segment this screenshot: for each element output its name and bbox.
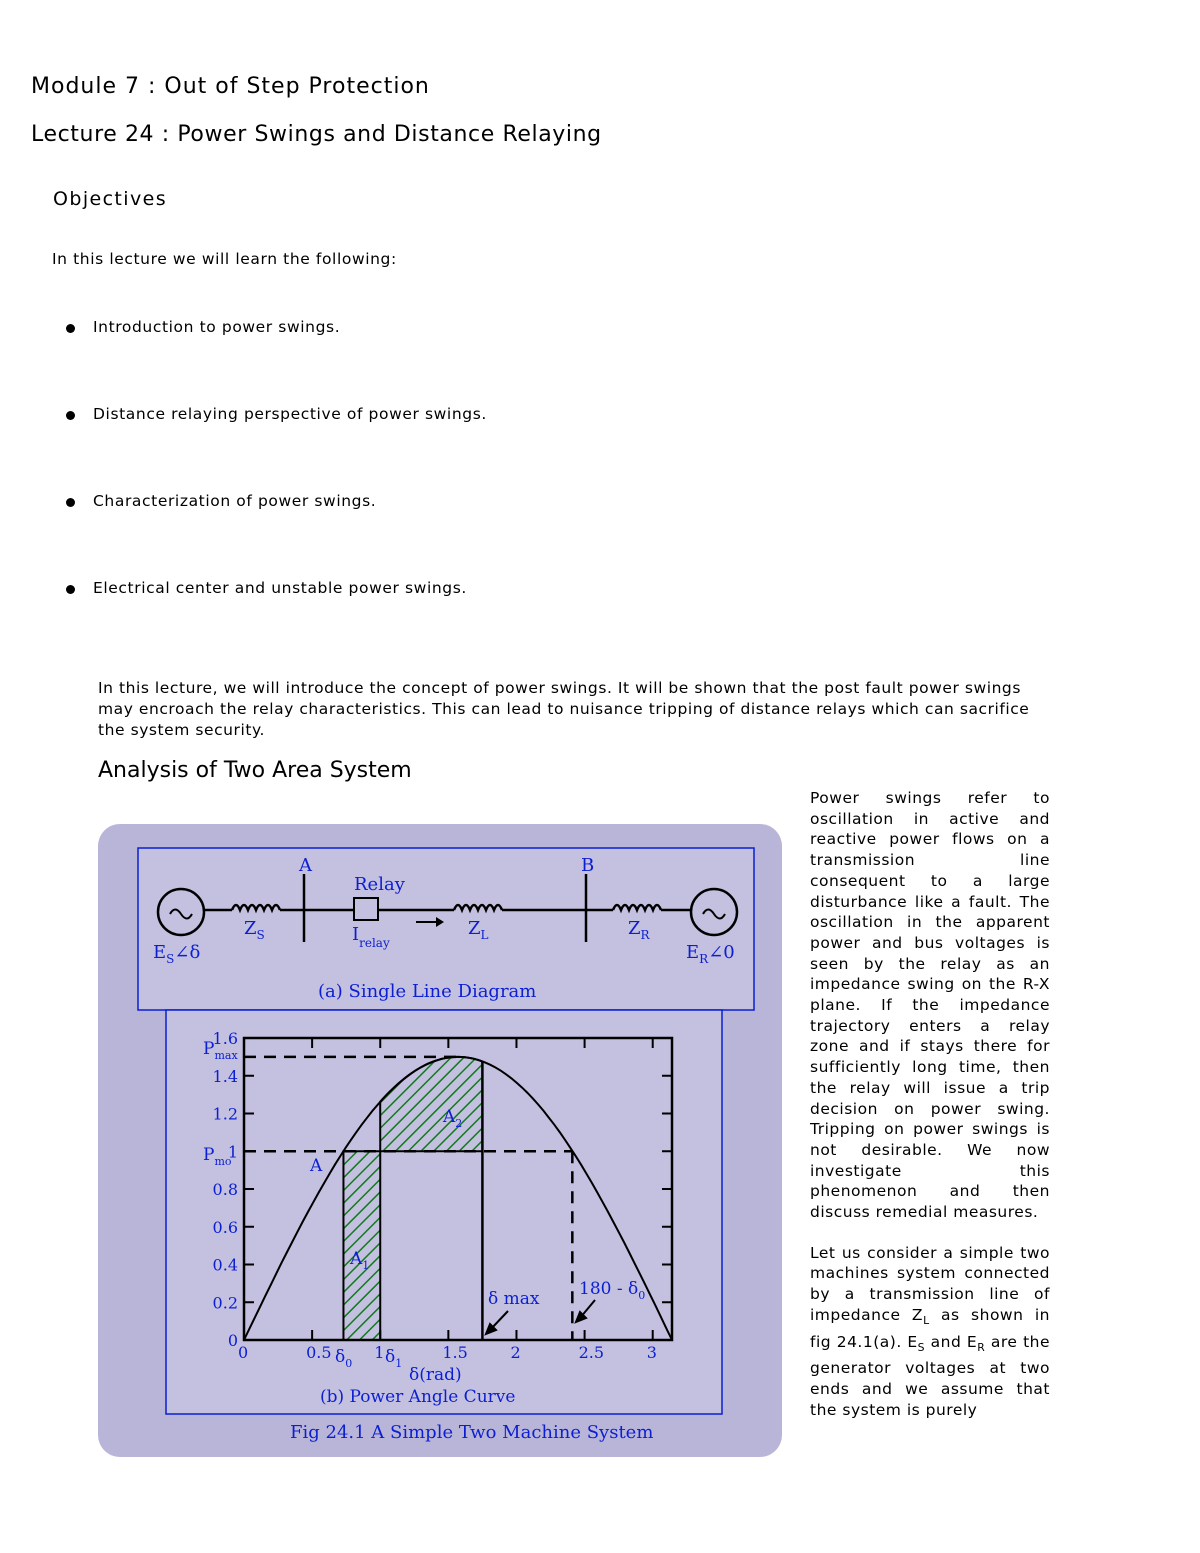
label-180-minus-delta0: $180 - \delta_0$ bbox=[579, 1279, 646, 1302]
y-tick-label: 0.4 bbox=[212, 1255, 238, 1275]
zl-label: $Z_L$ bbox=[468, 918, 489, 942]
y-tick-label: 1.6 bbox=[212, 1029, 238, 1048]
x-axis-label: δ(rad) bbox=[409, 1365, 462, 1385]
y-tick-label: 1.2 bbox=[212, 1104, 238, 1124]
bullet-icon bbox=[66, 324, 75, 333]
irelay-label: $I_{relay}$ bbox=[352, 924, 390, 950]
side-paragraph-1: Power swings refer to oscillation in active and reactive power flows on a transmission line consequent to a large disturbance like a fault. The oscillation in the apparent power and bus voltages is seen by the relay as an impedance swing on the R-X plane. If the impedance trajectory enters a relay zone and if stays there for sufficiently long time, then the relay will issue a trip decision on power swing. Tripping on power swings is not desirable. We now investigate this phenomenon and then discuss remedial measures. bbox=[810, 789, 1050, 1222]
es-label: $E_S\angle\delta$ bbox=[153, 942, 201, 966]
section-heading: Analysis of Two Area System bbox=[98, 758, 412, 783]
x-tick-label: 1 bbox=[374, 1343, 385, 1362]
delta1-label: $\delta_1$ bbox=[385, 1347, 403, 1370]
area-a2-label: $A_2$ bbox=[443, 1107, 463, 1130]
zs-label: $Z_S$ bbox=[244, 918, 265, 942]
er-label: $E_R\angle 0$ bbox=[686, 942, 735, 966]
x-tick-label: 3 bbox=[646, 1343, 657, 1362]
area-a1-hatch bbox=[343, 1151, 380, 1340]
lecture-title: Lecture 24 : Power Swings and Distance Relaying bbox=[31, 122, 602, 147]
x-tick-label: 1.5 bbox=[442, 1343, 468, 1362]
figure-two-machine-system bbox=[98, 824, 782, 1457]
area-a1-label: $A_1$ bbox=[350, 1249, 370, 1272]
intro-paragraph: In this lecture, we will introduce the concept of power swings. It will be shown that the post fault power swings may encroach the relay characteristics. This can lead to nuisance tripping of distance relays which can sacrifice the system security. bbox=[98, 679, 1030, 739]
x-tick-label: 2 bbox=[510, 1343, 521, 1362]
x-tick-label: 0 bbox=[238, 1343, 249, 1362]
relay-label: Relay bbox=[354, 874, 405, 895]
module-title: Module 7 : Out of Step Protection bbox=[31, 74, 430, 99]
bullet-icon bbox=[66, 585, 75, 594]
x-tick-label: 2.5 bbox=[578, 1343, 605, 1362]
delta0-label: $\delta_0$ bbox=[335, 1347, 353, 1370]
y-tick-label: 0 bbox=[227, 1331, 238, 1350]
point-a-label: A bbox=[310, 1156, 323, 1176]
zr-label: $Z_R$ bbox=[628, 918, 650, 942]
objectives-intro: In this lecture we will learn the following: bbox=[52, 250, 397, 268]
y-tick-label: 1.4 bbox=[212, 1066, 238, 1086]
y-tick-label: 0.6 bbox=[212, 1217, 238, 1237]
diagram-caption: (a) Single Line Diagram bbox=[318, 981, 537, 1002]
bus-a-label: A bbox=[299, 855, 312, 876]
objectives-heading: Objectives bbox=[53, 188, 167, 210]
x-tick-label: 0.5 bbox=[306, 1343, 332, 1362]
pmo-label: $P_{mo}$ bbox=[203, 1145, 232, 1168]
bullet-icon bbox=[66, 411, 75, 420]
pmax-label: $P_{max}$ bbox=[203, 1039, 238, 1062]
bus-b-label: B bbox=[581, 855, 595, 876]
bullet-icon bbox=[66, 498, 75, 507]
y-tick-label: 1 bbox=[227, 1142, 238, 1162]
y-tick-label: 0.8 bbox=[212, 1180, 238, 1199]
plot-caption: (b) Power Angle Curve bbox=[320, 1387, 516, 1407]
delta-max-label: δ max bbox=[488, 1289, 540, 1309]
side-paragraph-2: Let us consider a simple two machines system connected by a transmission line of impedance $Z_L$ as shown in fig 24.1(a). $E_S$ and $E_R$ are the generator voltages at two ends and we assume that the system is purely bbox=[810, 1243, 1051, 1419]
y-tick-label: 0.2 bbox=[212, 1293, 238, 1313]
figure-caption: Fig 24.1 A Simple Two Machine System bbox=[290, 1422, 654, 1443]
side-text bbox=[810, 788, 1050, 1441]
